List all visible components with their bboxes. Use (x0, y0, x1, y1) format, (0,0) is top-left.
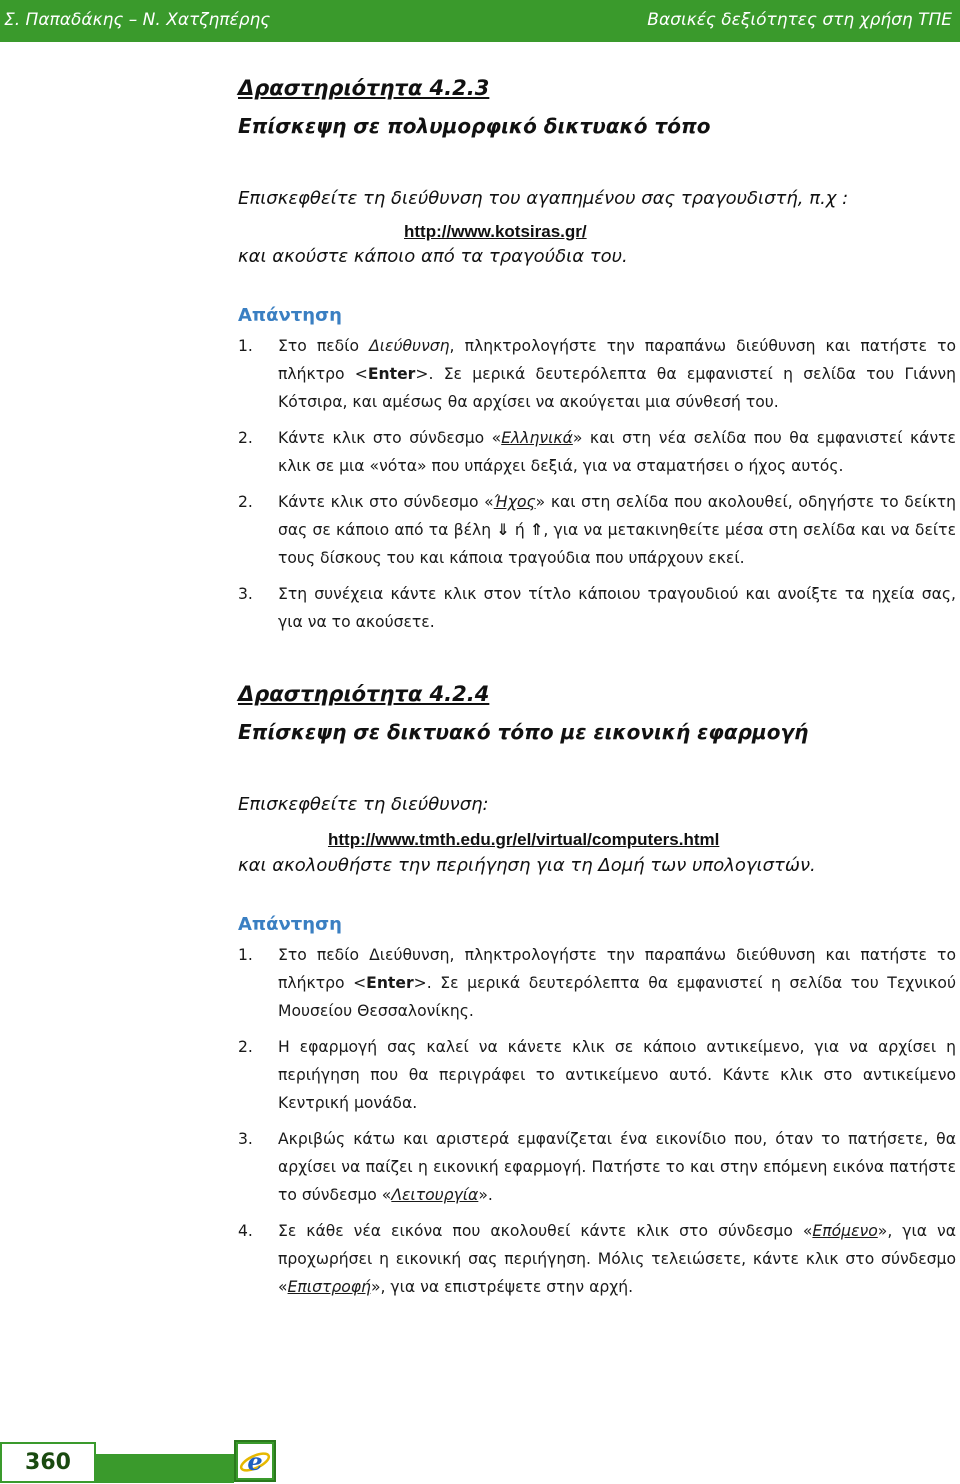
step-text: Η εφαρμογή σας καλεί να κάνετε κλικ σε κάποιο αντικείμενο, για να αρχίσει η περιήγηση που θα περιγράφει το αντικείμενο αυτό. Κάντε κλικ στο αντικείμενο Κεντρική μονάδα. (278, 1038, 956, 1112)
list-item (238, 1033, 956, 1117)
list-item (238, 1125, 956, 1209)
answer-heading: Απάντηση (238, 914, 342, 935)
step-text: , για να μετακινηθείτε μέσα στη σελίδα και να δείτε τους δίσκους του και κάποια τραγούδια που υπάρχουν εκεί. (278, 521, 956, 567)
link-ichos[interactable]: Ήχος (493, 493, 536, 511)
page-header (0, 0, 960, 42)
step-number: 4. (238, 1222, 253, 1240)
internet-explorer-icon (234, 1440, 276, 1482)
key-name: Enter (367, 365, 416, 383)
page-number: 360 (0, 1442, 96, 1483)
arrow-down-icon: ⇓ (496, 520, 510, 539)
page-content (238, 76, 956, 1309)
step-text: ή (509, 521, 530, 539)
field-name: Διεύθυνση (369, 337, 450, 355)
step-number: 1. (238, 337, 253, 355)
activity-prompt-continued: και ακολουθήστε την περιήγηση για τη Δομή των υπολογιστών. (238, 855, 816, 876)
header-book-title: Βασικές δεξιότητες στη χρήση ΤΠΕ (647, 10, 952, 30)
page-footer (0, 1436, 960, 1483)
step-number: 3. (238, 1130, 253, 1148)
list-item (238, 580, 956, 636)
step-number: 2. (238, 493, 253, 511)
step-number: 3. (238, 585, 253, 603)
link-epomeno[interactable]: Επόμενο (812, 1222, 878, 1240)
activity-prompt: Επισκεφθείτε τη διεύθυνση του αγαπημένου σας τραγουδιστή, π.χ : (238, 188, 849, 209)
answer-steps (238, 332, 956, 636)
answer-steps (238, 941, 956, 1301)
activity-url-link[interactable]: http://www.tmth.edu.gr/el/virtual/computers.html (328, 830, 720, 849)
activity-prompt: Επισκεφθείτε τη διεύθυνση: (238, 794, 489, 815)
key-name: Enter (366, 974, 414, 992)
list-item (238, 424, 956, 480)
activity-title: Δραστηριότητα 4.2.3 (238, 76, 490, 100)
step-text: Κάντε κλικ στο σύνδεσμο « (278, 493, 494, 511)
step-text: >. Σε μερικά δευτερόλεπτα θα εμφανιστεί η σελίδα του Γιάννη Κότσιρα, και αμέσως θα αρχίσει να ακούγεται μια σύνθεσή του. (278, 365, 957, 411)
footer-bar (96, 1454, 234, 1483)
link-epistrofi[interactable]: Επιστροφή (287, 1278, 371, 1296)
step-text: ». (478, 1186, 493, 1204)
list-item (238, 1217, 956, 1301)
list-item (238, 332, 956, 416)
step-text: » και στη νέα σελίδα που θα εμφανιστεί κάντε κλικ σε μια «νότα» που υπάρχει δεξιά, για να σταματήσει ο ήχος αυτός. (278, 429, 956, 475)
step-text: » και στη σελίδα που ακολουθεί, οδηγήστε το δείκτη σας σε κάποιο από τα βέλη (278, 493, 957, 539)
step-text: Σε κάθε νέα εικόνα που ακολουθεί κάντε κλικ στο σύνδεσμο « (278, 1222, 813, 1240)
step-text: Στο πεδίο Διεύθυνση, πληκτρολογήστε την παραπάνω διεύθυνση και πατήστε το πλήκτρο < (278, 946, 956, 992)
step-text: >. Σε μερικά δευτερόλεπτα θα εμφανιστεί η σελίδα του Τεχνικού Μουσείου Θεσσαλονίκης. (278, 974, 956, 1020)
activity-url-link[interactable]: http://www.kotsiras.gr/ (404, 222, 587, 241)
step-text: », για να επιστρέψετε στην αρχή. (370, 1278, 634, 1296)
activity-title: Δραστηριότητα 4.2.4 (238, 682, 490, 706)
step-text: Κάντε κλικ στο σύνδεσμο « (278, 429, 502, 447)
list-item (238, 941, 956, 1025)
activity-subtitle: Επίσκεψη σε δικτυακό τόπο με εικονική εφαρμογή (238, 720, 809, 744)
step-number: 1. (238, 946, 253, 964)
list-item (238, 488, 956, 572)
arrow-up-icon: ⇑ (529, 520, 544, 539)
header-authors: Σ. Παπαδάκης – Ν. Χατζηπέρης (4, 10, 271, 30)
activity-prompt-continued: και ακούστε κάποιο από τα τραγούδια του. (238, 246, 628, 267)
activity-subtitle: Επίσκεψη σε πολυμορφικό δικτυακό τόπο (238, 114, 711, 138)
ie-logo-graphic (236, 1442, 274, 1480)
step-number: 2. (238, 429, 253, 447)
step-text: Στο πεδίο (278, 337, 370, 355)
step-text: Ακριβώς κάτω και αριστερά εμφανίζεται ένα εικονίδιο που, όταν το πατήσετε, θα αρχίσει να παίζει η εικονική εφαρμογή. Πατήστε το και στην επόμενη εικόνα πατήστε το σύνδεσμο « (278, 1130, 956, 1204)
step-text: Στη συνέχεια κάντε κλικ στον τίτλο κάποιου τραγουδιού και ανοίξτε τα ηχεία σας, για να το ακούσετε. (278, 585, 956, 631)
link-leitourgia[interactable]: Λειτουργία (391, 1186, 479, 1204)
svg-text:e: e (247, 1447, 263, 1476)
step-text: , πληκτρολογήστε την παραπάνω διεύθυνση και πατήστε το πλήκτρο < (278, 337, 956, 383)
answer-heading: Απάντηση (238, 305, 342, 326)
step-text: », για να προχωρήσει η εικονική σας περιήγηση. Μόλις τελειώσετε, κάντε κλικ στο σύνδεσμο « (278, 1222, 956, 1296)
link-ellinika[interactable]: Ελληνικά (501, 429, 573, 447)
step-number: 2. (238, 1038, 253, 1056)
